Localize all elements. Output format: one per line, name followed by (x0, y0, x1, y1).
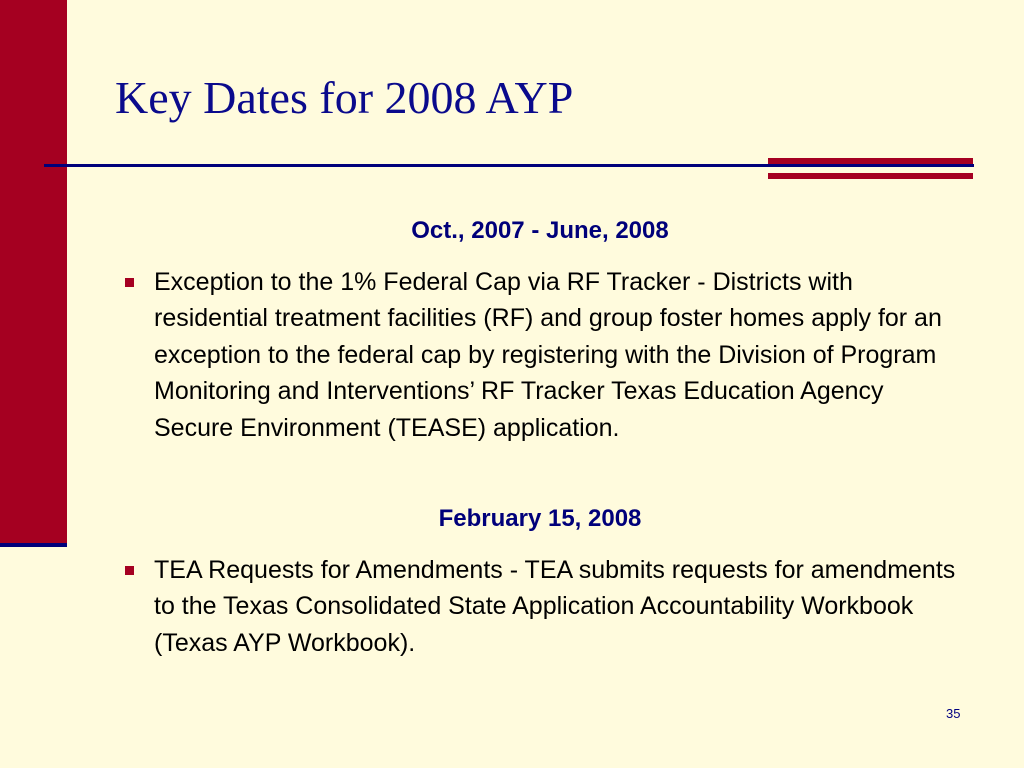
square-bullet-icon (125, 278, 134, 287)
bullet-text: TEA Requests for Amendments - TEA submits requests for amendments to the Texas Consolidated State Application Accountability Workbook (Texas AYP Workbook). (154, 556, 956, 657)
slide-body (120, 210, 960, 661)
divider-accent (768, 158, 973, 180)
bullet-text: Exception to the 1% Federal Cap via RF Tracker - Districts with residential treatment facilities (RF) and group foster homes apply for an exception to the federal cap by registering with the Division of Program Monitoring and Interventions’ RF Tracker Texas Education Agency Secure Environment (TEASE) application. (154, 268, 942, 442)
divider-accent-band-top (768, 158, 973, 164)
bullet-item (120, 552, 960, 661)
slide-title: Key Dates for 2008 AYP (115, 72, 574, 123)
bullet-item (120, 264, 960, 446)
divider-accent-band-bottom (768, 173, 973, 179)
page-number: 35 (946, 706, 961, 721)
date-heading: February 15, 2008 (438, 505, 642, 533)
date-heading: Oct., 2007 - June, 2008 (411, 217, 669, 244)
left-accent-underline (0, 543, 67, 547)
square-bullet-icon (125, 566, 134, 575)
left-accent-bar (0, 0, 67, 543)
